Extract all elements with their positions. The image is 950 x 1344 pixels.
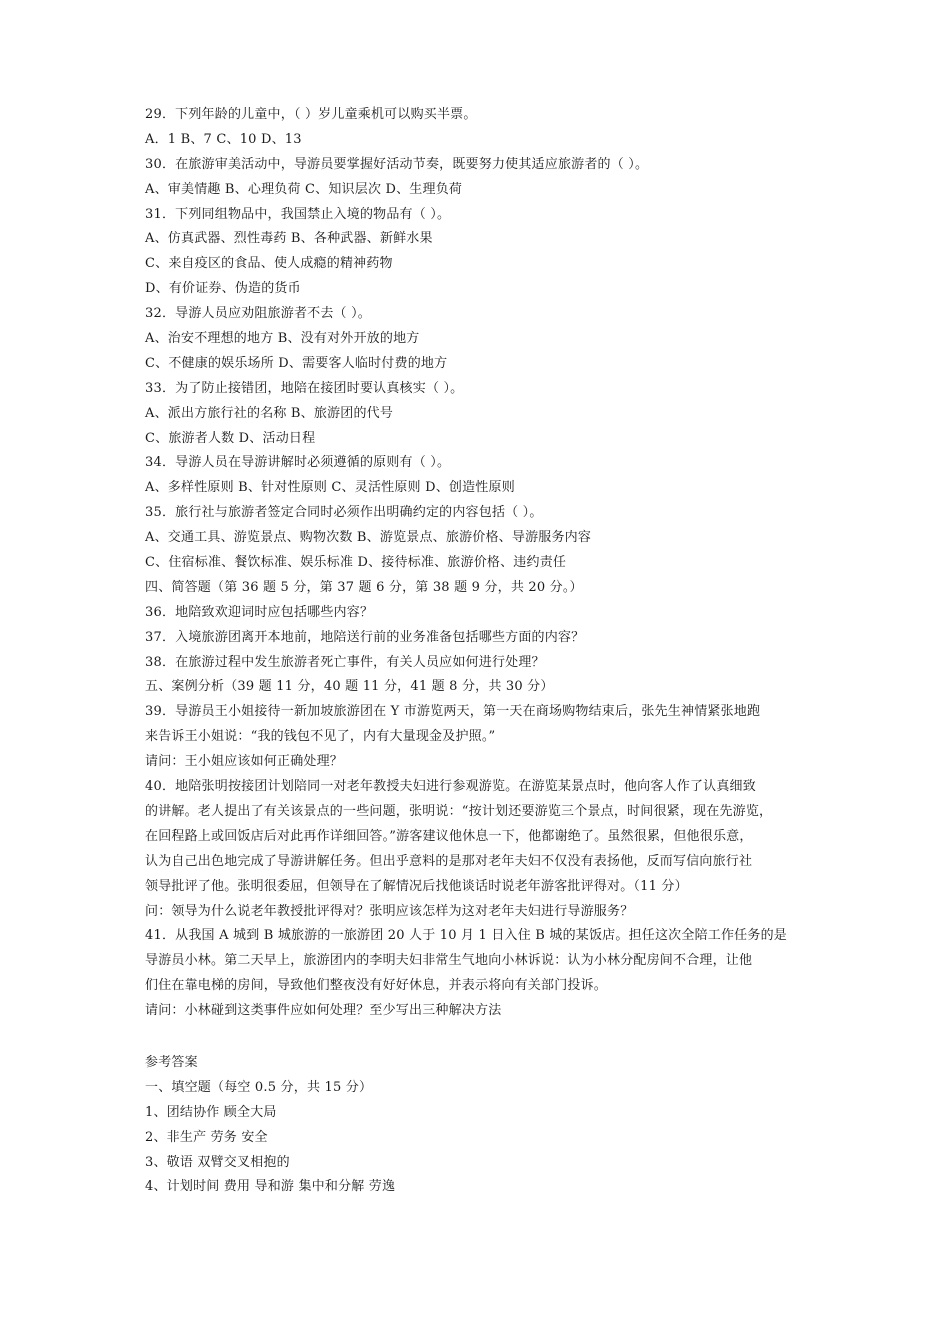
question-35: 35．旅行社与旅游者签定合同时必须作出明确约定的内容包括（ ）。 (145, 505, 543, 521)
question-35-options-1: A、交通工具、游览景点、购物次数 B、游览景点、旅游价格、导游服务内容 (145, 530, 592, 546)
answers-title: 参考答案 (145, 1054, 198, 1070)
question-40-line-3: 在回程路上或回饭店后对此再作详细回答。”游客建议他休息一下，他都谢绝了。虽然很累，但他很乐意， (145, 828, 753, 844)
answer-3: 3、敬语 双臂交叉相抱的 (145, 1154, 290, 1170)
question-39-ask: 请问：王小姐应该如何正确处理？ (145, 754, 344, 770)
question-40-line-1: 40．地陪张明按接团计划陪同一对老年教授夫妇进行参观游览。在游览某景点时，他向客人作了认真细致 (145, 779, 756, 795)
answer-2: 2、非生产 劳务 安全 (145, 1129, 268, 1145)
answer-4: 4、计划时间 费用 导和游 集中和分解 劳逸 (145, 1179, 396, 1195)
question-36: 36．地陪致欢迎词时应包括哪些内容？ (145, 604, 374, 620)
question-31-options-3: D、有价证券、伪造的货币 (145, 281, 301, 297)
question-39-line-2: 来告诉王小姐说：“我的钱包不见了，内有大量现金及护照。” (145, 729, 496, 745)
section-4-heading: 四、简答题（第 36 题 5 分，第 37 题 6 分，第 38 题 9 分，共 20 分。） (145, 579, 583, 595)
question-40-ask: 问：领导为什么说老年教授批评得对？张明应该怎样为这对老年夫妇进行导游服务？ (145, 903, 634, 919)
question-30-options: A、审美情趣 B、心理负荷 C、知识层次 D、生理负荷 (145, 181, 463, 197)
question-39-line-1: 39．导游员王小姐接待一新加坡旅游团在 Y 市游览两天，第一天在商场购物结束后，张先生神情紧张地跑 (145, 704, 761, 720)
answer-1: 1、团结协作 顾全大局 (145, 1104, 277, 1120)
question-41-line-3: 们住在靠电梯的房间，导致他们整夜没有好好休息，并表示将向有关部门投诉。 (145, 978, 608, 994)
question-38: 38．在旅游过程中发生旅游者死亡事件，有关人员应如何进行处理？ (145, 654, 545, 670)
question-34: 34．导游人员在导游讲解时必须遵循的原则有（ ）。 (145, 455, 451, 471)
question-35-options-2: C、住宿标准、餐饮标准、娱乐标准 D、接待标准、旅游价格、违约责任 (145, 555, 567, 571)
question-29-options: A．1 B、7 C、10 D、13 (145, 131, 302, 147)
question-32-options-2: C、不健康的娱乐场所 D、需要客人临时付费的地方 (145, 355, 448, 371)
question-34-options: A、多样性原则 B、针对性原则 C、灵活性原则 D、创造性原则 (145, 480, 515, 496)
question-41-ask: 请问：小林碰到这类事件应如何处理？至少写出三种解决方法 (145, 1003, 502, 1019)
question-41-line-2: 导游员小林。第二天早上，旅游团内的李明夫妇非常生气地向小林诉说：认为小林分配房间不合理，让他 (145, 953, 753, 969)
document-page (145, 103, 825, 1200)
question-40-line-2: 的讲解。老人提出了有关该景点的一些问题，张明说：“按计划还要游览三个景点，时间很紧，现在先游览， (145, 803, 773, 819)
question-31-options-1: A、仿真武器、烈性毒药 B、各种武器、新鲜水果 (145, 231, 433, 247)
question-32-options-1: A、治安不理想的地方 B、没有对外开放的地方 (145, 331, 420, 347)
question-40-line-5: 领导批评了他。张明很委屈，但领导在了解情况后找他谈话时说老年游客批评得对。（11 分） (145, 878, 688, 894)
question-30: 30．在旅游审美活动中，导游员要掌握好活动节奏，既要努力使其适应旅游者的（ ）。 (145, 156, 649, 172)
question-33: 33．为了防止接错团，地陪在接团时要认真核实（ ）。 (145, 380, 464, 396)
section-5-heading: 五、案例分析（39 题 11 分，40 题 11 分，41 题 8 分，共 30 分） (145, 679, 554, 695)
question-31-options-2: C、来自疫区的食品、使人成瘾的精神药物 (145, 256, 393, 272)
question-33-options-2: C、旅游者人数 D、活动日程 (145, 430, 316, 446)
question-32: 32．导游人员应劝阻旅游者不去（ ）。 (145, 306, 371, 322)
question-31: 31．下列同组物品中，我国禁止入境的物品有（ ）。 (145, 206, 451, 222)
question-40-line-4: 认为自己出色地完成了导游讲解任务。但出乎意料的是那对老年夫妇不仅没有表扬他，反而写信向旅行社 (145, 853, 753, 869)
question-29: 29．下列年龄的儿童中，（ ）岁儿童乘机可以购买半票。 (145, 107, 477, 122)
section-spacer (145, 1024, 825, 1051)
question-37: 37．入境旅游团离开本地前，地陪送行前的业务准备包括哪些方面的内容？ (145, 629, 585, 645)
answers-section-1-heading: 一、填空题（每空 0.5 分，共 15 分） (145, 1079, 373, 1095)
question-33-options-1: A、派出方旅行社的名称 B、旅游团的代号 (145, 405, 394, 421)
question-41-line-1: 41．从我国 A 城到 B 城旅游的一旅游团 20 人于 10 月 1 日入住 B 城的某饭店。担任这次全陪工作任务的是 (145, 928, 787, 944)
